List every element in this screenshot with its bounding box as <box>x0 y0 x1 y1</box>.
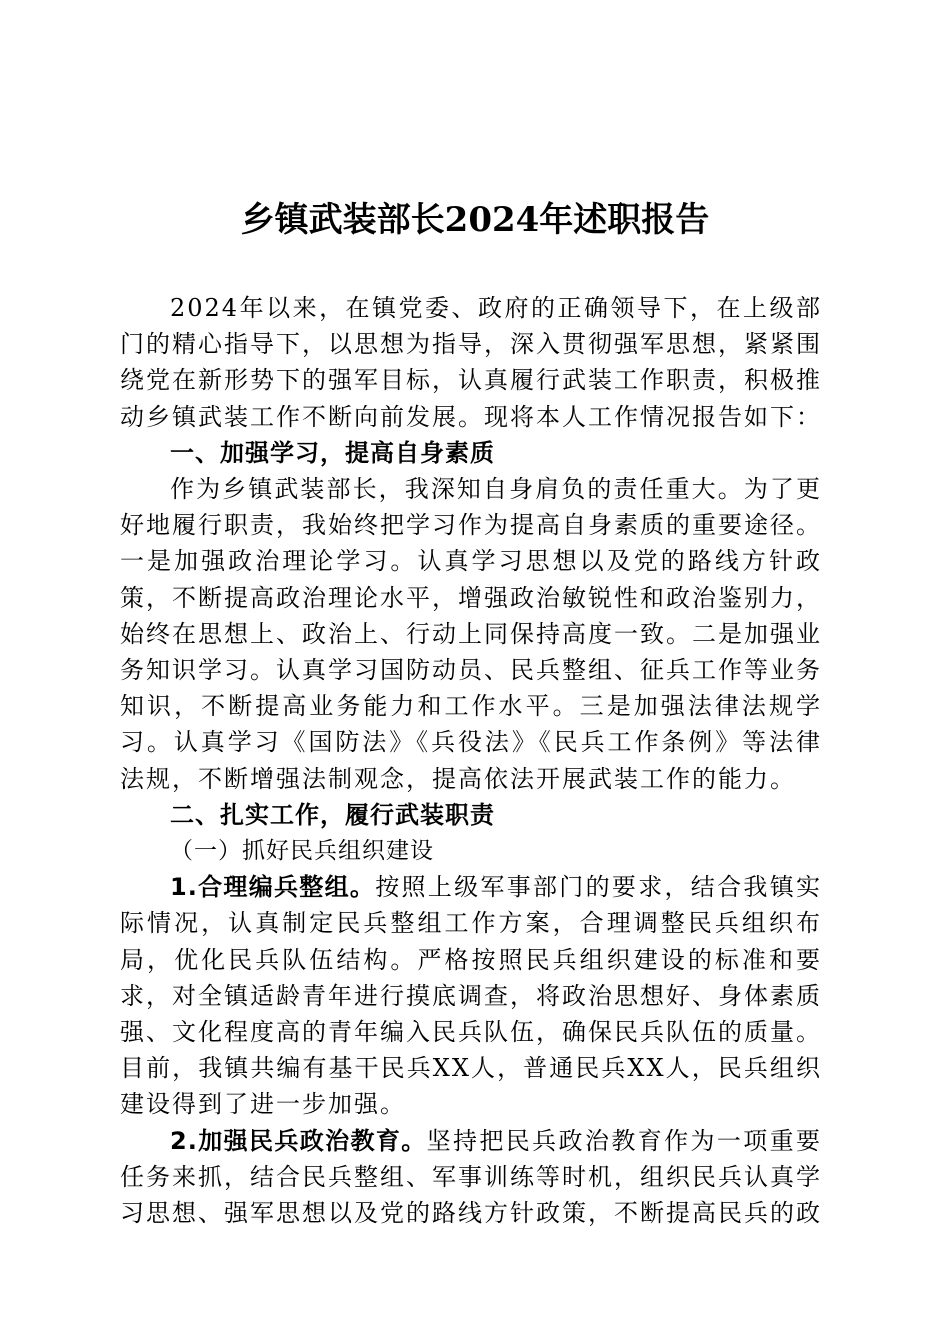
document-title: 乡镇武装部长2024年述职报告 <box>240 200 710 240</box>
section-1-heading: 一、加强学习，提高自身素质 <box>170 438 495 467</box>
section-1-paragraph: 作为乡镇武装部长，我深知自身肩负的责任重大。为了更好地履行职责，我始终把学习作为提高自身素质的重要途径。一是加强政治理论学习。认真学习思想以及党的路线方针政策，不断提高政治理论水平，增强政治敏锐性和政治鉴别力，始终在思想上、政治上、行动上同保持高度一致。二是加强业务知识学习。认真学习国防动员、民兵整组、征兵工作等业务知识，不断提高业务能力和工作水平。三是加强法律法规学习。认真学习《国防法》《兵役法》《民兵工作条例》等法律法规，不断增强法制观念，提高依法开展武装工作的能力。 <box>120 475 822 793</box>
document-body <box>120 290 822 1231</box>
item-2-text: 坚持把民兵政治教育作为一项重要任务来抓，结合民兵整组、军事训练等时机，组织民兵认真学习思想、强军思想以及党的路线方针政策，不断提高民兵的政 <box>120 1126 822 1228</box>
section-2-heading: 二、扎实工作，履行武装职责 <box>170 800 495 829</box>
section-2-subheading: （一）抓好民兵组织建设 <box>170 838 434 865</box>
item-1-lead: 1.合理编兵整组。 <box>170 873 376 902</box>
intro-paragraph: 2024年以来，在镇党委、政府的正确领导下，在上级部门的精心指导下，以思想为指导，深入贯彻强军思想，紧紧围绕党在新形势下的强军目标，认真履行武装工作职责，积极推动乡镇武装工作不断向前发展。现将本人工作情况报告如下： <box>120 294 822 431</box>
item-2-lead: 2.加强民兵政治教育。 <box>170 1126 427 1155</box>
item-2-paragraph <box>120 1123 822 1232</box>
item-1-text: 按照上级军事部门的要求，结合我镇实际情况，认真制定民兵整组工作方案，合理调整民兵组织布局，优化民兵队伍结构。严格按照民兵组织建设的标准和要求，对全镇适龄青年进行摸底调查，将政治思想好、身体素质强、文化程度高的青年编入民兵队伍，确保民兵队伍的质量。目前，我镇共编有基干民兵XX人，普通民兵XX人，民兵组织建设得到了进一步加强。 <box>120 873 822 1119</box>
item-1-paragraph <box>120 869 822 1122</box>
